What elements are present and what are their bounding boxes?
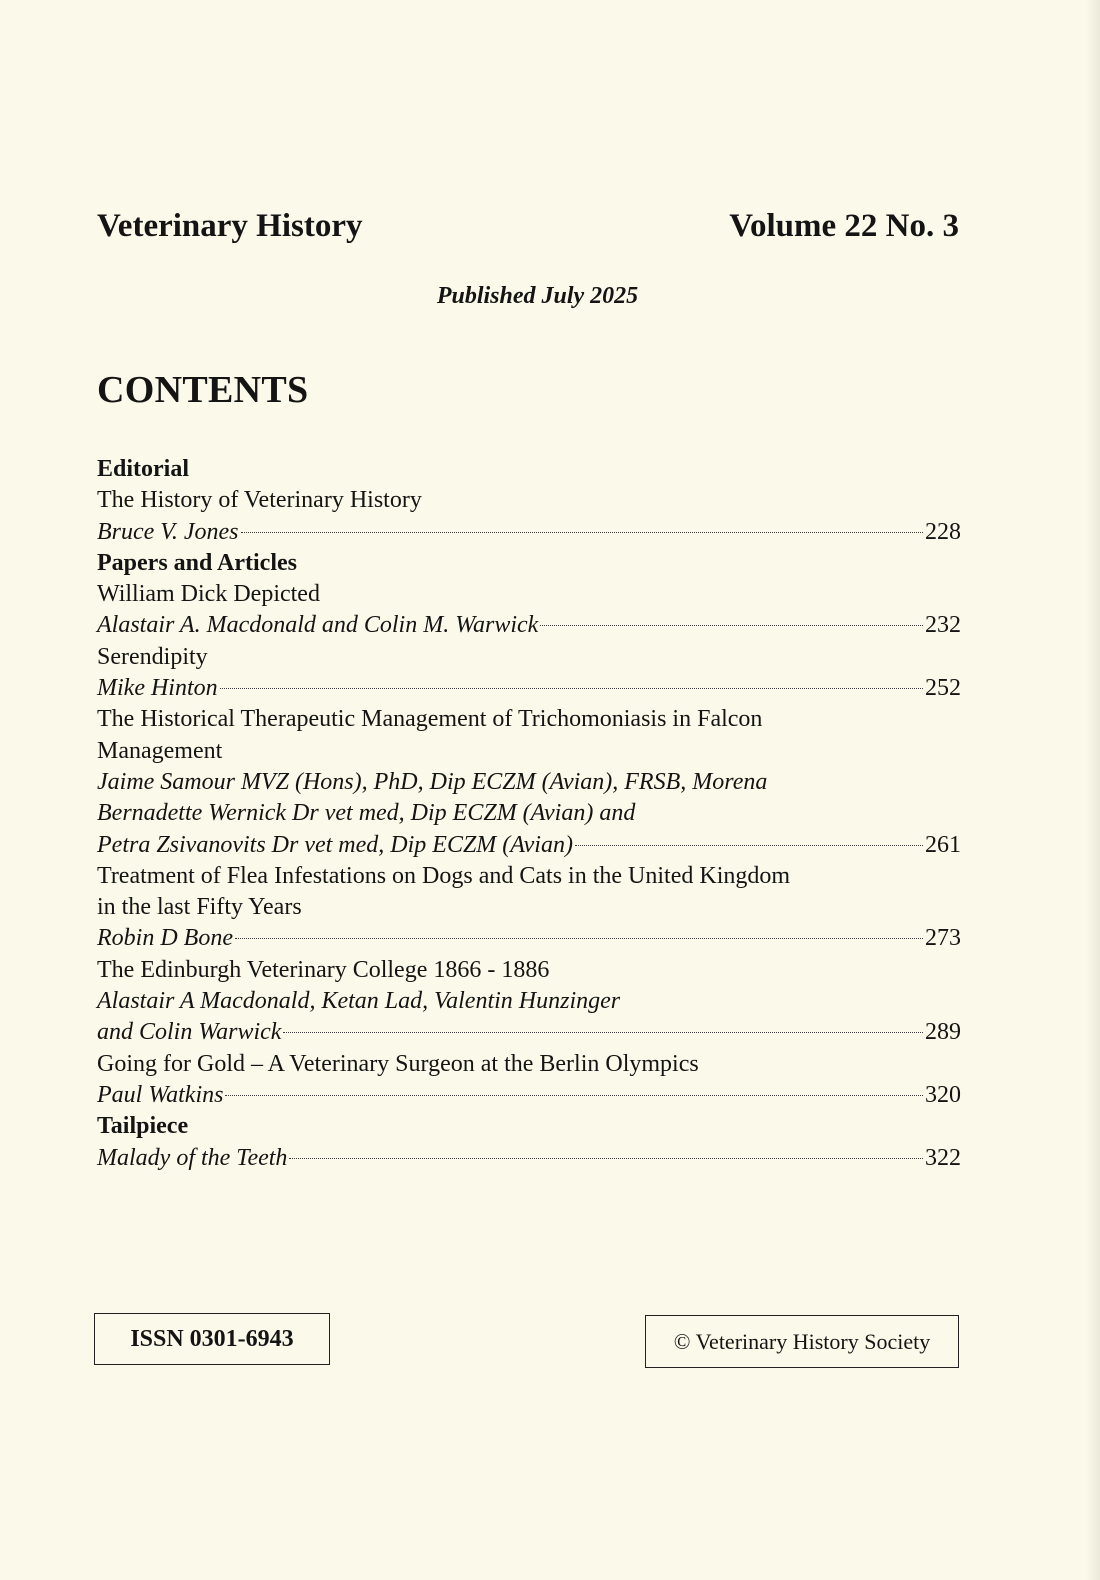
issn-text: ISSN 0301-6943	[130, 1325, 294, 1352]
page-number: 273	[925, 925, 961, 952]
entry-title: The History of Veterinary History	[97, 487, 422, 514]
entry-author: Jaime Samour MVZ (Hons), PhD, Dip ECZM (Avian), FRSB, Morena	[97, 768, 768, 795]
dot-leader	[225, 1095, 923, 1096]
entry-author: Bernadette Wernick Dr vet med, Dip ECZM (Avian) and	[97, 800, 636, 827]
toc-entry	[97, 955, 961, 1049]
entry-author: Robin D Bone	[97, 925, 233, 952]
dot-leader	[289, 1158, 923, 1159]
toc-entry	[97, 1143, 961, 1174]
table-of-contents	[97, 454, 961, 1174]
entry-title: Going for Gold – A Veterinary Surgeon at the Berlin Olympics	[97, 1050, 699, 1077]
entry-author: Alastair A. Macdonald and Colin M. Warwick	[97, 612, 539, 639]
toc-entry	[97, 1049, 961, 1112]
entry-author: and Colin Warwick	[97, 1019, 282, 1046]
section-heading: Papers and Articles	[97, 549, 297, 576]
entry-author: Alastair A Macdonald, Ketan Lad, Valentin Hunzinger	[97, 988, 621, 1015]
toc-entry	[97, 861, 961, 955]
entry-leader-row	[97, 923, 961, 954]
toc-entry	[97, 579, 961, 642]
page-number: 261	[925, 831, 961, 858]
entry-title: in the last Fifty Years	[97, 894, 302, 921]
entry-leader-row	[97, 1017, 961, 1048]
toc-entry	[97, 642, 961, 705]
entry-leader-row	[97, 673, 961, 704]
entry-author: Mike Hinton	[97, 675, 218, 702]
entry-title: William Dick Depicted	[97, 581, 320, 608]
volume-number: Volume 22 No. 3	[729, 208, 959, 244]
entry-title: Serendipity	[97, 643, 208, 670]
entry-leader-row	[97, 1143, 961, 1174]
dot-leader	[540, 625, 923, 626]
entry-leader-row	[97, 610, 961, 641]
entry-title: The Historical Therapeutic Management of Trichomoniasis in Falcon	[97, 706, 763, 733]
entry-leader-row	[97, 1080, 961, 1111]
toc-section	[97, 454, 961, 548]
toc-entry	[97, 704, 961, 860]
entry-author: Paul Watkins	[97, 1081, 224, 1108]
publication-date: Published July 2025	[436, 283, 639, 309]
dot-leader	[283, 1032, 923, 1033]
page-number: 232	[925, 612, 961, 639]
entry-leader-row	[97, 830, 961, 861]
journal-title: Veterinary History	[97, 208, 363, 244]
entry-author: Petra Zsivanovits Dr vet med, Dip ECZM (Avian)	[97, 831, 573, 858]
page-number: 320	[925, 1081, 961, 1108]
toc-section	[97, 1111, 961, 1174]
page-number: 252	[925, 675, 961, 702]
toc-entry	[97, 485, 961, 548]
entry-title: Management	[97, 737, 223, 764]
dot-leader	[241, 532, 923, 533]
entry-leader-row	[97, 517, 961, 548]
issn-box	[94, 1313, 330, 1365]
contents-heading: CONTENTS	[97, 369, 309, 411]
dot-leader	[575, 845, 923, 846]
dot-leader	[235, 938, 923, 939]
section-heading: Tailpiece	[97, 1113, 189, 1140]
toc-section	[97, 548, 961, 1111]
page-number: 289	[925, 1019, 961, 1046]
dot-leader	[220, 688, 923, 689]
page-number: 322	[925, 1144, 961, 1171]
entry-author: Malady of the Teeth	[97, 1144, 288, 1171]
section-heading: Editorial	[97, 456, 190, 482]
page-edge-shadow	[1086, 0, 1100, 1580]
page-number: 228	[925, 518, 961, 545]
copyright-box	[645, 1315, 959, 1368]
entry-title: Treatment of Flea Infestations on Dogs and Cats in the United Kingdom	[97, 862, 791, 889]
entry-author: Bruce V. Jones	[97, 518, 239, 545]
entry-title: The Edinburgh Veterinary College 1866 - 1886	[97, 956, 550, 983]
copyright-text: © Veterinary History Society	[673, 1328, 931, 1354]
